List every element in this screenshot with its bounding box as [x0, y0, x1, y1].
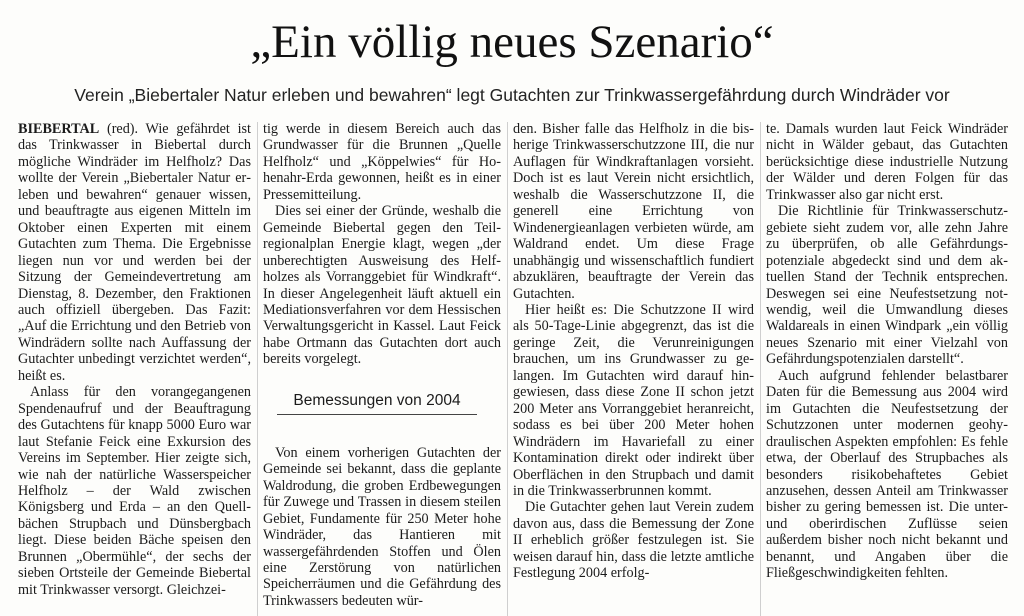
column-divider — [507, 122, 508, 616]
article-subheadline: Verein „Biebertaler Natur erleben und bewahren“ legt Gutachten zur Trinkwassergefährdung durch Windräder vor — [74, 85, 950, 105]
article-column-4 — [766, 121, 1008, 616]
article-column-3 — [513, 121, 754, 616]
article-column-2 — [263, 121, 501, 616]
section-subheading: Bemessungen von 2004 — [277, 391, 477, 415]
article-headline: „Ein völlig neues Szenario“ — [250, 16, 774, 68]
dateline: BIEBERTAL — [18, 121, 100, 137]
paragraph: te. Damals wurden laut Feick Windräder nicht in Wälder gebaut, das Gutachten berücksichtige diese industrielle Nutzung der Wälder und deren Folgen für das Trinkwasser also gar nicht erst. — [766, 121, 1008, 203]
article-column-1 — [18, 121, 251, 616]
column-divider — [257, 122, 258, 616]
paragraph: Anlass für den vorangegangenen Spendenaufruf und der Beauftragung des Gutachtens für knapp 5000 Euro war laut Stefanie Feick eine Exkursion des Vereins im September. Hier zeigte sich, wie nah der natürliche Wasserspeicher Helfholz – der Wald zwischen Königsberg und Erda – an den Quellbächen Strupbach und Dünsbergbach liegt. Diese beiden Bäche speisen den Brunnen „Obermühle“, der sechs der sieben Ortsteile der Gemeinde Biebertal mit Trinkwasser versorgt. Gleichzei- — [18, 384, 251, 598]
paragraph: Die Gutachter gehen laut Verein zudem davon aus, dass die Bemessung der Zone II erheblich größer festzulegen ist. Sie weisen darauf hin, dass die letzte amtliche Festlegung 2004 erfolg- — [513, 499, 754, 582]
paragraph-text: (red). Wie gefährdet ist das Trinkwasser in Biebertal durch mögliche Windräder im Helfholz? Das wollte der Verein „Biebertaler Natur erleben und bewahren“ genauer wissen, und beauftragte aus eigenen Mitteln im Oktober einen Experten mit einem Gutachten zum Thema. Die Ergebnisse liegen nun vor und werden bei der Sitzung der Gemeindevertretung am Dienstag, 8. Dezember, den Fraktionen auch offiziell übergeben. Das Fazit: „Auf die Errichtung und den Betrieb von Windrädern sollte nach Auffassung der Gutachter unbedingt verzichtet werden“, heißt es. — [18, 121, 251, 384]
paragraph: Hier heißt es: Die Schutzzone II wird als 50-Tage-Linie abgegrenzt, das ist die geringe Zeit, die Verunreinigungen brauchen, um ins Grundwasser zu gelangen. Im Gutachten wird darauf hingewiesen, dass diese Zone II schon jetzt 200 Meter ans Vorranggebiet heranreicht, sodass es bei über 200 Meter hohen Windrädern im Havariefall zu einer Kontamination direkt oder indirekt über Oberflächen in den Strupbach und damit in die Trinkwasserbrunnen kommt. — [513, 301, 754, 499]
column-divider — [760, 122, 761, 616]
paragraph: Dies sei einer der Gründe, weshalb die Gemeinde Biebertal gegen den Teilregionalplan Energie klagt, wegen „der unberechtigten Ausweisung des Helfholzes als Vorranggebiet für Windkraft“. In dieser Angelegenheit läuft aktuell ein Mediationsverfahren vor dem Hessischen Verwaltungsgericht in Kassel. Laut Feick habe Ortmann das Gutachten dort auch bereits vorgelegt. — [263, 203, 501, 368]
paragraph: Von einem vorherigen Gutachten der Gemeinde sei bekannt, dass die geplante Waldrodung, die groben Erdbewegungen für Zuwege und Trassen in diesem steilen Gebiet, Fundamente für 250 Meter hohe Windräder, das Hantieren mit wassergefährdenden Stoffen und Ölen eine Zerstörung von natürlichen Speicherräumen und die Gefährdung des Trinkwassers bedeuten wür- — [263, 444, 501, 609]
paragraph: Die Richtlinie für Trinkwasserschutzgebiete sieht zudem vor, alle zehn Jahre zu überprüfen, ob alle Gefährdungspotenziale abgedeckt sind und dem aktuellen Stand der Technik entsprechen. Deswegen sei eine Neufestsetzung notwendig, weil die Umwandlung dieses Waldareals in einen Windpark „ein völlig neues Szenario mit einer Vielzahl von Gefährdungspotenzialen darstellt“. — [766, 203, 1008, 368]
paragraph — [18, 121, 251, 384]
paragraph: den. Bisher falle das Helfholz in die bisherige Trinkwasserschutzzone III, die nur Auflagen für Windkraftanlagen vorsieht. Doch ist es laut Verein nicht ersichtlich, weshalb die Wasserschutzzone II, die generell eine Errichtung von Windenergieanlagen verbieten würde, am Waldrand endet. Um diese Frage unabhängig und wissenschaftlich fundiert abzuklären, beauftragte der Verein das Gutachten. — [513, 121, 754, 302]
paragraph: Auch aufgrund fehlender belastbarer Daten für die Bemessung aus 2004 wird im Gutachten die Neufestsetzung der Schutzzonen unter modernen geohydraulischen Aspekten empfohlen: Es fehle etwa, der Oberlauf des Strupbaches als besonders risikobehaftetes Gebiet anzusehen, dessen Anteil am Trinkwasser bisher zu gering bemessen ist. Die unter- und oberirdischen Zuflüsse seien außerdem bisher noch nicht bekannt und benannt, und Angaben über die Fließgeschwindigkeiten fehlten. — [766, 367, 1008, 582]
paragraph: tig werde in diesem Bereich auch das Grundwasser für die Brunnen „Quelle Helfholz“ und „Köppelwies“ für Hohenahr-Erda gewonnen, heißt es in einer Pressemitteilung. — [263, 121, 501, 203]
